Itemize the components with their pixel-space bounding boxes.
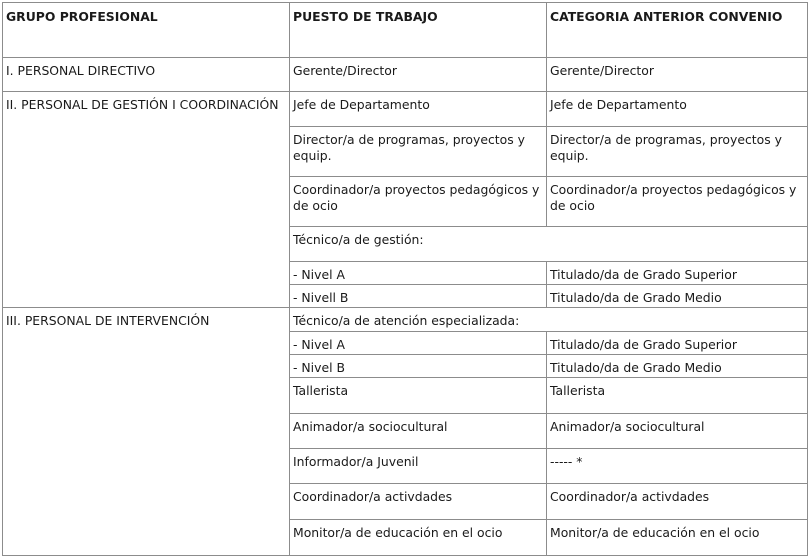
puesto-cell: Jefe de Departamento [290, 92, 547, 127]
grupo-cell: III. PERSONAL DE INTERVENCIÓN [3, 308, 290, 556]
puesto-cell: - Nivel A [290, 262, 547, 285]
header-row [3, 3, 808, 58]
grupo-cell: II. PERSONAL DE GESTIÓN I COORDINACIÓN [3, 92, 290, 308]
header-categoria: CATEGORIA ANTERIOR CONVENIO [547, 3, 808, 58]
categoria-cell: Tallerista [547, 378, 808, 414]
puesto-cell: - Nivel A [290, 332, 547, 355]
table-row [3, 58, 808, 92]
table-row [3, 308, 808, 332]
puesto-cell: Informador/a Juvenil [290, 449, 547, 484]
puesto-cell: Tallerista [290, 378, 547, 414]
categoria-cell: Titulado/da de Grado Superior [547, 332, 808, 355]
puesto-cell: - Nivell B [290, 285, 547, 308]
categoria-cell: Titulado/da de Grado Medio [547, 285, 808, 308]
categoria-cell: Gerente/Director [547, 58, 808, 92]
puesto-cell: Gerente/Director [290, 58, 547, 92]
categoria-cell: Coordinador/a activdades [547, 484, 808, 520]
puesto-cell: Coordinador/a activdades [290, 484, 547, 520]
puesto-cell: - Nivel B [290, 355, 547, 378]
job-classification-table [2, 2, 808, 556]
puesto-cell: Coordinador/a proyectos pedagógicos y de ocio [290, 177, 547, 227]
categoria-cell: Animador/a sociocultural [547, 414, 808, 449]
categoria-cell: Monitor/a de educación en el ocio [547, 520, 808, 556]
puesto-cell: Monitor/a de educación en el ocio [290, 520, 547, 556]
table-row [3, 92, 808, 127]
categoria-cell: Coordinador/a proyectos pedagógicos y de ocio [547, 177, 808, 227]
puesto-cell: Director/a de programas, proyectos y equip. [290, 127, 547, 177]
categoria-cell: Director/a de programas, proyectos y equip. [547, 127, 808, 177]
header-puesto: PUESTO DE TRABAJO [290, 3, 547, 58]
puesto-heading-cell: Técnico/a de atención especializada: [290, 308, 808, 332]
grupo-cell: I. PERSONAL DIRECTIVO [3, 58, 290, 92]
categoria-cell: Jefe de Departamento [547, 92, 808, 127]
categoria-cell: Titulado/da de Grado Superior [547, 262, 808, 285]
puesto-cell: Animador/a sociocultural [290, 414, 547, 449]
puesto-heading-cell: Técnico/a de gestión: [290, 227, 808, 262]
categoria-cell: Titulado/da de Grado Medio [547, 355, 808, 378]
categoria-cell: ----- * [547, 449, 808, 484]
header-grupo: GRUPO PROFESIONAL [3, 3, 290, 58]
